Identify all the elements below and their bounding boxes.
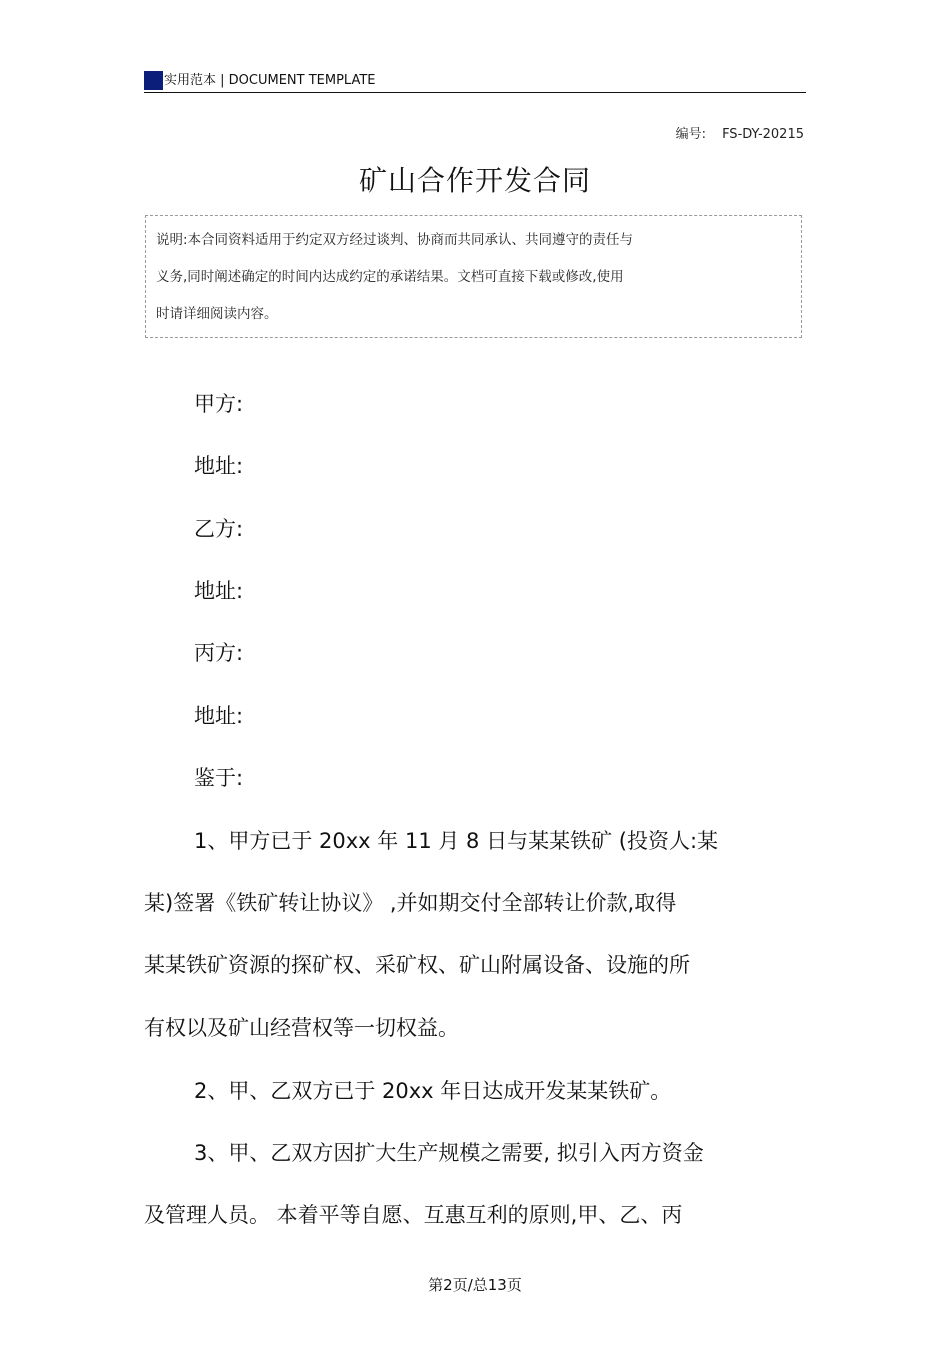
- party-a-address-label: 地址:: [194, 454, 244, 478]
- header-divider: [144, 92, 806, 93]
- clause-3-line: 3、甲、乙双方因扩大生产规模之需要, 拟引入丙方资金: [194, 1141, 704, 1165]
- document-number-label: 编号:: [675, 127, 707, 142]
- clause-2-line: 2、甲、乙双方已于 20xx 年日达成开发某某铁矿。: [194, 1079, 672, 1103]
- description-box: [145, 215, 802, 338]
- party-b-address-label: 地址:: [194, 579, 244, 603]
- description-line: 说明:本合同资料适用于约定双方经过谈判、协商而共同承认、共同遵守的责任与: [156, 232, 634, 248]
- header-label: 实用范本 | DOCUMENT TEMPLATE: [164, 73, 376, 88]
- header-logo-mark: [144, 71, 163, 90]
- page-number: 第2页/总13页: [428, 1276, 522, 1294]
- clause-1-line: 某)签署《铁矿转让协议》 ,并如期交付全部转让价款,取得: [144, 891, 677, 915]
- document-number-value: FS-DY-20215: [722, 127, 804, 142]
- document-number: [676, 127, 804, 143]
- whereas-label: 鉴于:: [194, 766, 244, 790]
- party-a-label: 甲方:: [194, 392, 244, 416]
- description-line: 义务,同时阐述确定的时间内达成约定的承诺结果。文档可直接下载或修改,使用: [156, 269, 624, 285]
- clause-1-line: 某某铁矿资源的探矿权、采矿权、矿山附属设备、设施的所: [144, 953, 690, 977]
- party-b-label: 乙方:: [194, 517, 244, 541]
- description-line: 时请详细阅读内容。: [156, 306, 278, 322]
- clause-1-line: 有权以及矿山经营权等一切权益。: [144, 1016, 459, 1040]
- document-title: 矿山合作开发合同: [358, 164, 591, 197]
- clause-3-line: 及管理人员。 本着平等自愿、互惠互利的原则,甲、乙、丙: [144, 1203, 683, 1227]
- party-c-address-label: 地址:: [194, 704, 244, 728]
- party-c-label: 丙方:: [194, 641, 244, 665]
- clause-1-line: 1、甲方已于 20xx 年 11 月 8 日与某某铁矿 (投资人:某: [194, 829, 719, 853]
